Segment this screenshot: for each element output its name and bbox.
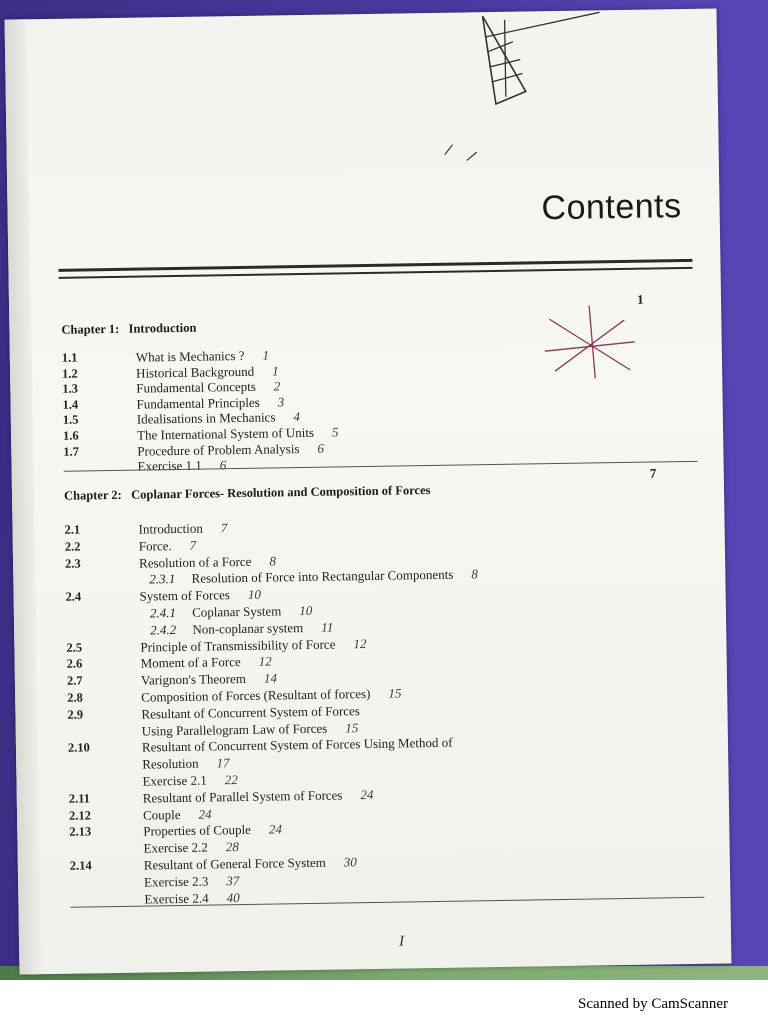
subsection-number: 2.4.2 bbox=[150, 621, 177, 638]
handwritten-page-number: 14 bbox=[263, 670, 278, 686]
page-number: I bbox=[398, 933, 405, 950]
entry-number: 2.4 bbox=[65, 589, 82, 604]
handwritten-page-number: 2 bbox=[273, 378, 281, 394]
toc-entry bbox=[137, 440, 324, 459]
entry-title: Coplanar System bbox=[192, 603, 282, 620]
pen-doodle-triangle bbox=[464, 10, 606, 122]
entry-title: Resultant of Concurrent System of Forces bbox=[141, 702, 360, 722]
entry-title: Varignon's Theorem bbox=[140, 671, 247, 688]
entry-number: 2.12 bbox=[68, 807, 92, 823]
entry-title: Non-coplanar system bbox=[192, 619, 304, 637]
toc-entry bbox=[140, 636, 366, 656]
entry-number: 1.1 bbox=[61, 350, 78, 365]
handwritten-page-number: 22 bbox=[224, 772, 238, 788]
entry-title: Couple bbox=[142, 806, 181, 823]
entry-number: 2.9 bbox=[67, 707, 84, 722]
entry-title: Exercise 2.4 bbox=[144, 890, 209, 907]
handwritten-page-number: 8 bbox=[269, 553, 276, 569]
entry-title: Exercise 2.2 bbox=[143, 839, 208, 856]
toc-entry bbox=[138, 520, 227, 537]
handwritten-page-number: 30 bbox=[343, 854, 357, 870]
entry-number: 2.6 bbox=[66, 656, 83, 672]
entry-title: Resolution of a Force bbox=[138, 553, 252, 571]
entry-number: 1.5 bbox=[62, 412, 79, 428]
entry-number: 2.5 bbox=[66, 640, 83, 655]
toc-entry bbox=[142, 755, 230, 772]
entry-title: Resolution bbox=[142, 755, 199, 772]
entry-title: Exercise 2.3 bbox=[143, 873, 209, 890]
handwritten-page-number: 7 bbox=[189, 537, 197, 553]
toc-entry bbox=[144, 854, 357, 873]
handwritten-page-number: 10 bbox=[299, 602, 313, 619]
handwritten-page-number: 7 bbox=[220, 520, 228, 536]
chapter-1-page: 1 bbox=[636, 291, 644, 307]
entry-number: 2.14 bbox=[69, 858, 92, 873]
handwritten-page-number: 10 bbox=[247, 586, 262, 603]
toc-entry bbox=[139, 553, 276, 571]
toc-entry bbox=[143, 839, 239, 856]
entry-number: 2.8 bbox=[67, 690, 83, 705]
chapter-1-title: Introduction bbox=[128, 320, 197, 336]
entry-title: Idealisations in Mechanics bbox=[136, 409, 276, 428]
entry-number: 2.11 bbox=[68, 791, 91, 806]
handwritten-page-number: 1 bbox=[262, 347, 270, 363]
handwritten-page-number: 6 bbox=[317, 440, 325, 456]
entry-title: Moment of a Force bbox=[140, 654, 241, 671]
entry-title: Resultant of Concurrent System of Forces Using Method of bbox=[141, 735, 453, 755]
entry-title: Exercise 1.1 bbox=[137, 457, 202, 474]
toc-entry bbox=[143, 806, 212, 823]
toc-entry bbox=[143, 787, 374, 807]
subsection-number: 2.4.1 bbox=[149, 605, 176, 621]
entry-title: Fundamental Principles bbox=[136, 394, 260, 412]
toc-entry bbox=[143, 822, 282, 840]
entry-number: 2.10 bbox=[67, 740, 90, 756]
chapter-1-heading bbox=[61, 321, 196, 338]
handwritten-page-number: 6 bbox=[219, 457, 227, 473]
chapter-1-label: Chapter 1: bbox=[61, 321, 120, 337]
toc-entry bbox=[144, 873, 240, 890]
handwritten-page-number: 24 bbox=[268, 821, 283, 837]
entry-number: 1.2 bbox=[61, 366, 78, 381]
handwritten-page-number: 24 bbox=[360, 786, 374, 802]
page-title: Contents bbox=[541, 187, 682, 228]
entry-number: 2.1 bbox=[64, 522, 81, 537]
handwritten-page-number: 40 bbox=[226, 889, 240, 905]
chapter-2-heading bbox=[64, 483, 431, 504]
handwritten-page-number: 4 bbox=[293, 409, 301, 425]
entry-title: Resultant of General Force System bbox=[143, 854, 326, 873]
entry-title: Properties of Couple bbox=[143, 822, 252, 839]
scanner-watermark: Scanned by CamScanner bbox=[578, 996, 728, 1012]
entry-title: Using Parallelogram Law of Forces bbox=[141, 720, 328, 739]
handwritten-page-number: 3 bbox=[277, 394, 285, 410]
document-page bbox=[5, 8, 732, 974]
pen-tick-mark bbox=[443, 140, 463, 160]
title-rule bbox=[58, 259, 692, 279]
handwritten-page-number: 15 bbox=[345, 719, 359, 735]
subsection-number: 2.3.1 bbox=[149, 571, 176, 587]
entry-title: Resolution of Force into Rectangular Components bbox=[191, 567, 454, 587]
toc-entry bbox=[142, 772, 238, 789]
toc-entry bbox=[139, 538, 197, 555]
toc-entry bbox=[141, 671, 277, 689]
handwritten-page-number: 28 bbox=[225, 839, 239, 855]
chapter-2-title: Coplanar Forces- Resolution and Composition of Forces bbox=[131, 483, 431, 502]
entry-number: 2.13 bbox=[69, 824, 92, 840]
entry-title: Exercise 2.1 bbox=[142, 772, 207, 789]
entry-title: Principle of Transmissibility of Force bbox=[140, 636, 336, 655]
entry-title: Resultant of Parallel System of Forces bbox=[142, 787, 343, 806]
pen-doodle-star bbox=[539, 300, 640, 382]
entry-number: 2.2 bbox=[64, 539, 81, 554]
entry-title: Composition of Forces (Resultant of forces) bbox=[141, 685, 371, 705]
toc-entry bbox=[139, 587, 261, 605]
toc-entry bbox=[141, 686, 401, 706]
handwritten-page-number: 11 bbox=[321, 619, 334, 635]
toc-entry bbox=[137, 457, 226, 474]
toc-entry bbox=[150, 619, 333, 638]
toc-entry bbox=[141, 654, 272, 672]
entry-title: Introduction bbox=[138, 520, 203, 537]
handwritten-page-number: 24 bbox=[198, 806, 212, 822]
handwritten-page-number: 1 bbox=[272, 362, 279, 379]
chapter-2-page: 7 bbox=[649, 465, 657, 481]
entry-number: 2.7 bbox=[66, 673, 83, 688]
entry-title: System of Forces bbox=[139, 587, 231, 604]
handwritten-page-number: 12 bbox=[258, 653, 272, 670]
entry-number: 2.3 bbox=[64, 556, 81, 571]
entry-number: 1.4 bbox=[62, 397, 79, 412]
handwritten-page-number: 8 bbox=[471, 566, 478, 582]
handwritten-page-number: 5 bbox=[331, 424, 339, 440]
entry-title: Historical Background bbox=[135, 363, 255, 381]
entry-title: What is Mechanics ? bbox=[135, 347, 245, 365]
entry-title: Fundamental Concepts bbox=[136, 378, 256, 396]
entry-number: 1.6 bbox=[62, 428, 79, 443]
handwritten-page-number: 15 bbox=[388, 685, 402, 701]
entry-title: Procedure of Problem Analysis bbox=[137, 440, 300, 459]
entry-title: The International System of Units bbox=[136, 424, 315, 443]
handwritten-page-number: 12 bbox=[353, 635, 367, 651]
entry-number: 1.3 bbox=[62, 381, 79, 396]
handwritten-page-number: 37 bbox=[226, 872, 240, 889]
handwritten-page-number: 17 bbox=[216, 755, 230, 771]
toc-entry bbox=[150, 603, 313, 622]
entry-number: 1.7 bbox=[63, 444, 80, 459]
entry-title: Force. bbox=[138, 537, 172, 554]
chapter-2-label: Chapter 2: bbox=[63, 487, 122, 503]
